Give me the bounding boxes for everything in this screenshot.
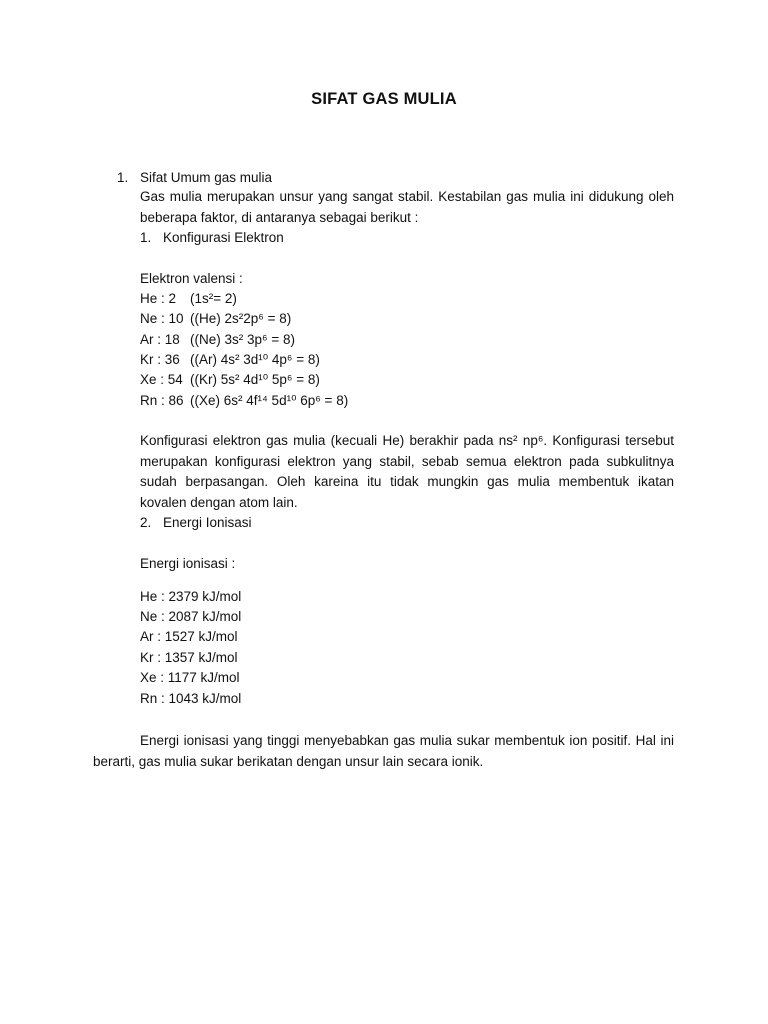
electron-config: ((Ne) 3s² 3p⁶ = 8) (190, 332, 295, 347)
page-title: SIFAT GAS MULIA (311, 90, 457, 108)
ionization-value: Rn : 1043 kJ/mol (140, 691, 242, 706)
ionization-paragraph: Energi ionisasi yang tinggi menyebabkan gas mulia sukar membentuk ion positif. Hal ini berarti, gas mulia sukar berikatan dengan unsur lain secara ionik. (93, 733, 674, 769)
element-symbol: Xe : 54 (140, 372, 183, 387)
config-row (140, 289, 237, 309)
element-symbol: Ne : 10 (140, 311, 184, 326)
intro-paragraph: Gas mulia merupakan unsur yang sangat stabil. Kestabilan gas mulia ini didukung oleh beberapa faktor, di antaranya sebagai berikut : (140, 189, 674, 225)
valence-label: Elektron valensi : (140, 271, 243, 286)
section-heading: Sifat Umum gas mulia (140, 170, 273, 185)
element-symbol: Kr : 36 (140, 352, 180, 367)
electron-config: ((Ar) 4s² 3d¹⁰ 4p⁶ = 8) (190, 352, 320, 367)
ionization-label: Energi ionisasi : (140, 556, 236, 571)
electron-config: (1s²= 2) (190, 291, 237, 306)
electron-config: ((Kr) 5s² 4d¹⁰ 5p⁶ = 8) (190, 372, 320, 387)
section-number: 1. (117, 170, 129, 185)
subsection-heading-config: Konfigurasi Elektron (163, 230, 284, 245)
element-symbol: Rn : 86 (140, 393, 184, 408)
config-paragraph: Konfigurasi elektron gas mulia (kecuali He) berakhir pada ns² np⁶. Konfigurasi tersebut merupakan konfigurasi elektron yang stabil, sebab semua elektron pada subkulitnya sudah berpasangan. Oleh kareina itu tidak mungkin gas mulia membentuk ikatan kovalen dengan atom lain. (140, 433, 674, 510)
electron-config: ((Xe) 6s² 4f¹⁴ 5d¹⁰ 6p⁶ = 8) (190, 393, 349, 408)
ionization-value: He : 2379 kJ/mol (140, 589, 242, 604)
config-row (140, 350, 320, 370)
subsection-number: 2. (140, 515, 152, 530)
element-symbol: Ar : 18 (140, 332, 180, 347)
ionization-value: Kr : 1357 kJ/mol (140, 650, 238, 665)
element-symbol: He : 2 (140, 291, 177, 306)
config-row (140, 309, 291, 329)
ionization-value: Ar : 1527 kJ/mol (140, 629, 238, 644)
config-row (140, 330, 295, 350)
electron-config: ((He) 2s²2p⁶ = 8) (190, 311, 292, 326)
ionization-value: Ne : 2087 kJ/mol (140, 609, 242, 624)
ionization-value: Xe : 1177 kJ/mol (140, 670, 240, 685)
config-row (140, 370, 320, 390)
config-row (140, 391, 348, 411)
subsection-number: 1. (140, 230, 152, 245)
subsection-heading-ionization: Energi Ionisasi (163, 515, 252, 530)
